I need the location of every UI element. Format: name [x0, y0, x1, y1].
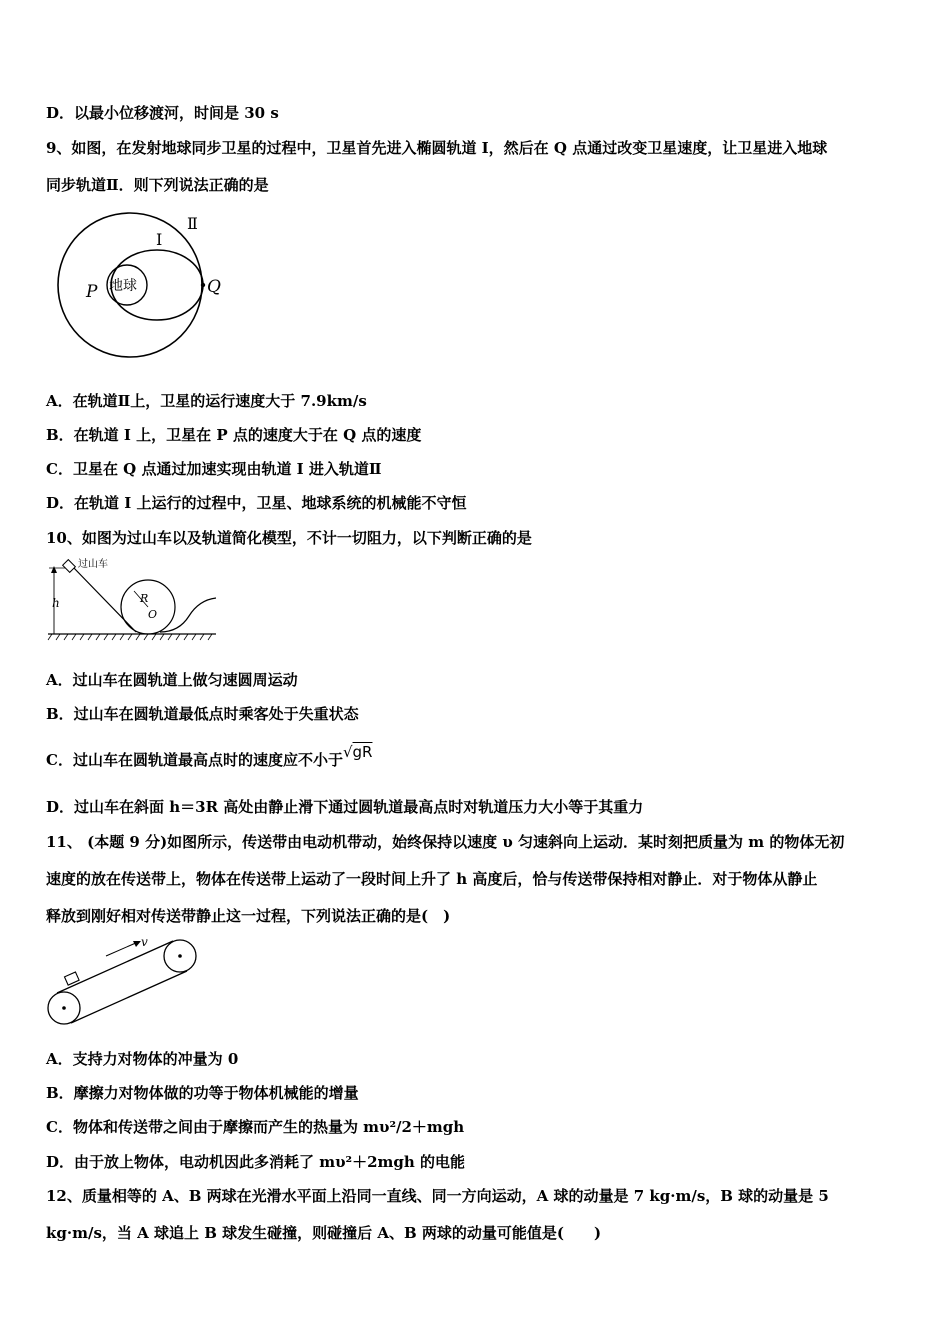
q11-stem-line2: 速度的放在传送带上，物体在传送带上运动了一段时间上升了 h 高度后，恰与传送带保持相对静止．对于物体从静止	[46, 870, 818, 888]
q10-option-d: D．过山车在斜面 h＝3R 高处由静止滑下通过圆轨道最高点时对轨道压力大小等于其重力	[46, 798, 644, 816]
q11-stem-line3: 释放到刚好相对传送带静止这一过程，下列说法正确的是( )	[46, 907, 451, 925]
q10-option-b: B．过山车在圆轨道最低点时乘客处于失重状态	[46, 705, 359, 723]
earth-label: 地球	[109, 278, 137, 294]
incline-track	[72, 566, 136, 632]
q12-stem-line1: 12、质量相等的 A、B 两球在光滑水平面上沿同一直线、同一方向运动，A 球的动量是 7 kg·m/s，B 球的动量是 5	[46, 1187, 829, 1205]
label-coaster: 过山车	[78, 559, 108, 570]
label-orbit-1: I	[156, 230, 163, 249]
label-h: h	[52, 596, 60, 610]
q9-option-d: D．在轨道 I 上运行的过程中，卫星、地球系统的机械能不守恒	[46, 494, 467, 512]
label-p: P	[86, 282, 98, 302]
label-v: v	[141, 935, 148, 949]
lower-pulley-axle	[62, 1006, 66, 1010]
object-block	[64, 972, 79, 985]
coaster-car-icon	[63, 560, 76, 573]
q10-option-a: A．过山车在圆轨道上做匀速圆周运动	[46, 671, 298, 689]
q11-option-b: B．摩擦力对物体做的功等于物体机械能的增量	[46, 1084, 359, 1102]
q9-option-b: B．在轨道 I 上，卫星在 P 点的速度大于在 Q 点的速度	[46, 426, 422, 444]
ground-hatching	[48, 634, 212, 640]
q10-stem: 10、如图为过山车以及轨道简化模型，不计一切阻力，以下判断正确的是	[46, 529, 532, 547]
q11-conveyor-figure	[44, 932, 204, 1032]
q9-option-a: A．在轨道Ⅱ上，卫星的运行速度大于 7.9km/s	[46, 392, 367, 410]
q9-orbit-figure	[46, 205, 246, 365]
q12-stem-line2: kg·m/s，当 A 球追上 B 球发生碰撞，则碰撞后 A、B 两球的动量可能值是( )	[46, 1224, 602, 1242]
q10-option-c-text: C．过山车在圆轨道最高点时的速度应不小于	[46, 751, 343, 769]
height-arrow-icon	[51, 566, 57, 573]
q11-option-d: D．由于放上物体，电动机因此多消耗了 mυ²＋2mgh 的电能	[46, 1153, 466, 1171]
q11-option-c: C．物体和传送带之间由于摩擦而产生的热量为 mυ²/2＋mgh	[46, 1118, 465, 1136]
label-q: Q	[207, 277, 221, 297]
q9-stem-line2: 同步轨道Ⅱ．则下列说法正确的是	[46, 176, 269, 194]
label-o: O	[148, 608, 158, 621]
exit-track	[160, 598, 216, 632]
q10-option-c-math: gR	[352, 743, 373, 761]
q8-option-d: D．以最小位移渡河，时间是 30 s	[46, 104, 279, 122]
label-r: R	[140, 592, 149, 605]
q10-roller-coaster-figure	[44, 556, 224, 646]
q9-option-c: C．卫星在 Q 点通过加速实现由轨道 I 进入轨道Ⅱ	[46, 460, 382, 478]
velocity-arrow	[106, 942, 138, 956]
point-q	[201, 283, 205, 287]
q11-option-a: A．支持力对物体的冲量为 0	[46, 1050, 239, 1068]
q11-stem-line1: 11、 (本题 9 分)如图所示，传送带由电动机带动，始终保持以速度 υ 匀速斜向上运动．某时刻把质量为 m 的物体无初	[46, 833, 845, 851]
label-orbit-2: Ⅱ	[187, 214, 198, 233]
q10-option-c: C．过山车在圆轨道最高点时的速度应不小于√gR	[46, 743, 373, 769]
upper-pulley-axle	[178, 954, 182, 958]
q9-stem-line1: 9、如图，在发射地球同步卫星的过程中，卫星首先进入椭圆轨道 I，然后在 Q 点通过改变卫星速度，让卫星进入地球	[46, 139, 828, 157]
